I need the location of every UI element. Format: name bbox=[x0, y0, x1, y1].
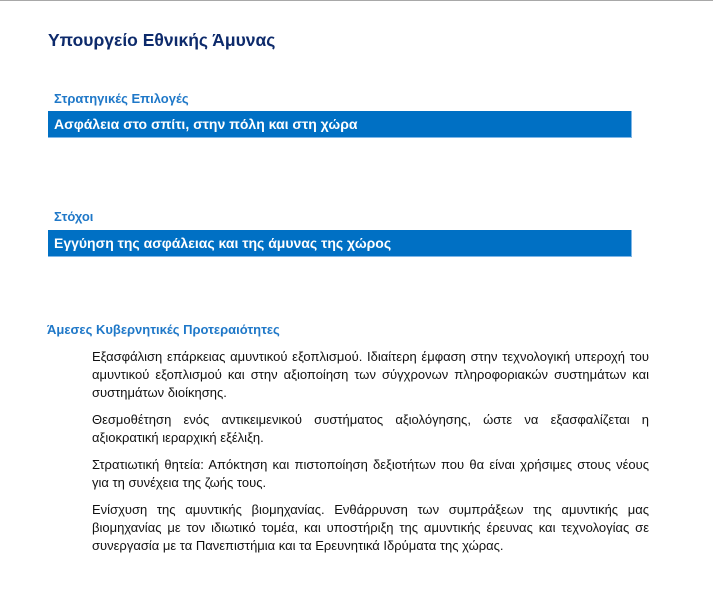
page-title: Υπουργείο Εθνικής Άμυνας bbox=[48, 30, 276, 50]
goals-label: Στόχοι bbox=[54, 209, 94, 224]
priorities-label: Άμεσες Κυβερνητικές Προτεραιότητες bbox=[47, 322, 280, 337]
strategic-options-bar: Ασφάλεια στο σπίτι, στην πόλη και στη χώρα bbox=[48, 111, 632, 138]
priority-item: Θεσμοθέτηση ενός αντικειμενικού συστήματος αξιολόγησης, ώστε να εξασφαλίζεται η αξιοκρατική ιεραρχική εξέλιξη. bbox=[92, 412, 649, 445]
priority-item: Στρατιωτική θητεία: Απόκτηση και πιστοποίηση δεξιοτήτων που θα είναι χρήσιμες στους νέους για τη συνέχεια της ζωής τους. bbox=[92, 457, 649, 490]
priority-item: Ενίσχυση της αμυντικής βιομηχανίας. Ενθάρρυνση των συμπράξεων της αμυντικής μας βιομηχανίας με τον ιδιωτικό τομέα, και υποστήριξη της αμυντικής έρευνας και τεχνολογίας σε συνεργασία με τα Πανεπιστήμια και τα Ερευνητικά Ιδρύματα της χώρας. bbox=[92, 502, 649, 553]
goals-bar: Εγγύηση της ασφάλειας και της άμυνας της χώρος bbox=[48, 230, 632, 257]
priority-item: Εξασφάλιση επάρκειας αμυντικού εξοπλισμού. Ιδιαίτερη έμφαση στην τεχνολογική υπεροχή του αμυντικού εξοπλισμού και στην αξιοποίηση των σύγχρονων πληροφοριακών συστημάτων και συστημάτων διοίκησης. bbox=[92, 349, 649, 400]
top-border bbox=[0, 0, 713, 1]
strategic-options-label: Στρατηγικές Επιλογές bbox=[54, 91, 189, 106]
priorities-list bbox=[92, 348, 649, 564]
